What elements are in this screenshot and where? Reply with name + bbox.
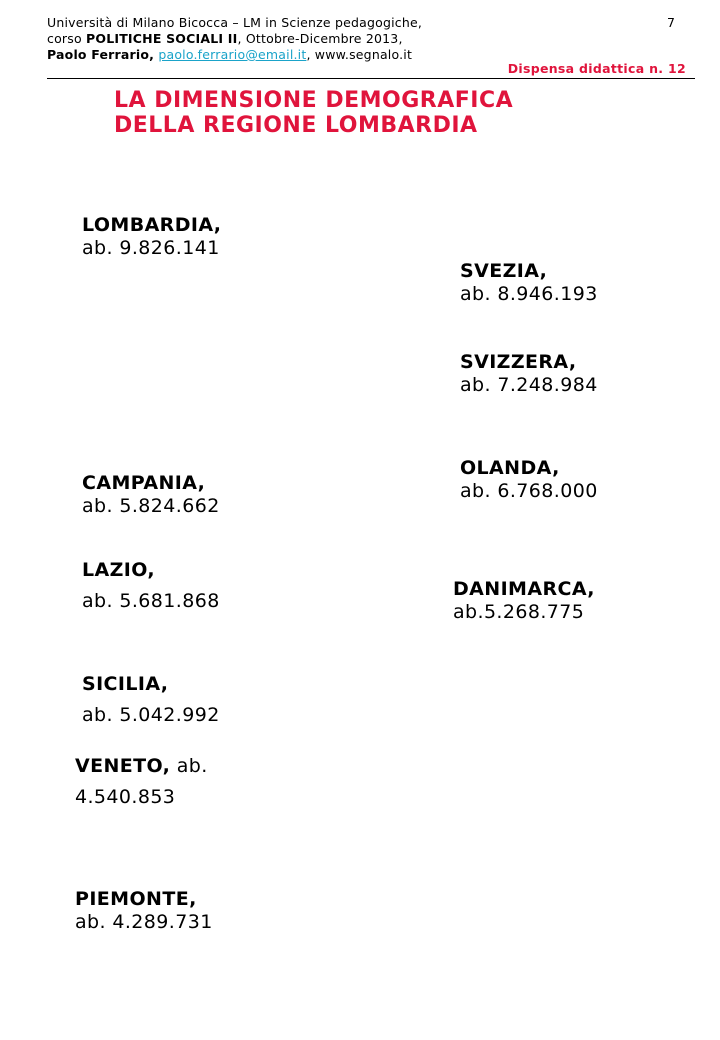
entry-lazio [82, 555, 220, 617]
header-university-line: Università di Milano Bicocca – LM in Scienze pedagogiche, [47, 15, 423, 30]
document-header [47, 15, 422, 63]
country-name: DANIMARCA, [453, 578, 595, 600]
population-value: ab. 6.768.000 [460, 480, 598, 502]
entry-lombardia [82, 214, 221, 260]
course-name: POLITICHE SOCIALI II [86, 31, 238, 46]
population-value: ab. 5.042.992 [82, 704, 220, 726]
title-line-2: DELLA REGIONE LOMBARDIA [114, 113, 478, 138]
website-text: , www.segnalo.it [306, 47, 413, 62]
population-value: ab. 4.289.731 [75, 911, 213, 933]
header-author-line [47, 47, 422, 63]
population-value: ab. 8.946.193 [460, 283, 598, 305]
entry-piemonte [75, 888, 213, 934]
entry-veneto [75, 751, 208, 813]
entry-olanda [460, 457, 598, 503]
page-number: 7 [667, 15, 675, 30]
population-prefix: ab. [170, 755, 208, 777]
email-link[interactable]: paolo.ferrario@email.it [158, 47, 307, 62]
author-name: Paolo Ferrario, [47, 47, 155, 62]
entry-svizzera [460, 351, 598, 397]
population-value: ab. 5.824.662 [82, 495, 220, 517]
header-divider [47, 78, 695, 79]
entry-campania [82, 472, 220, 518]
entry-sicilia [82, 669, 220, 731]
country-name: SVIZZERA, [460, 351, 577, 373]
dispensa-label: Dispensa didattica n. 12 [507, 61, 686, 76]
page-title [114, 88, 513, 138]
entry-danimarca [453, 578, 595, 624]
region-name: LAZIO, [82, 559, 156, 581]
header-course-line: corso POLITICHE SOCIALI II, Ottobre-Dicembre 2013, [47, 31, 403, 46]
country-name: OLANDA, [460, 457, 560, 479]
region-name: VENETO, [75, 755, 171, 777]
country-name: SVEZIA, [460, 260, 548, 282]
population-value: ab. 9.826.141 [82, 237, 220, 259]
entry-svezia [460, 260, 598, 306]
population-value: ab. 7.248.984 [460, 374, 598, 396]
population-value: ab.5.268.775 [453, 601, 585, 623]
population-value: ab. 5.681.868 [82, 590, 220, 612]
region-name: LOMBARDIA, [82, 214, 222, 236]
population-value: 4.540.853 [75, 786, 176, 808]
title-line-1: LA DIMENSIONE DEMOGRAFICA [114, 88, 514, 113]
region-name: CAMPANIA, [82, 472, 206, 494]
region-name: PIEMONTE, [75, 888, 197, 910]
region-name: SICILIA, [82, 673, 169, 695]
